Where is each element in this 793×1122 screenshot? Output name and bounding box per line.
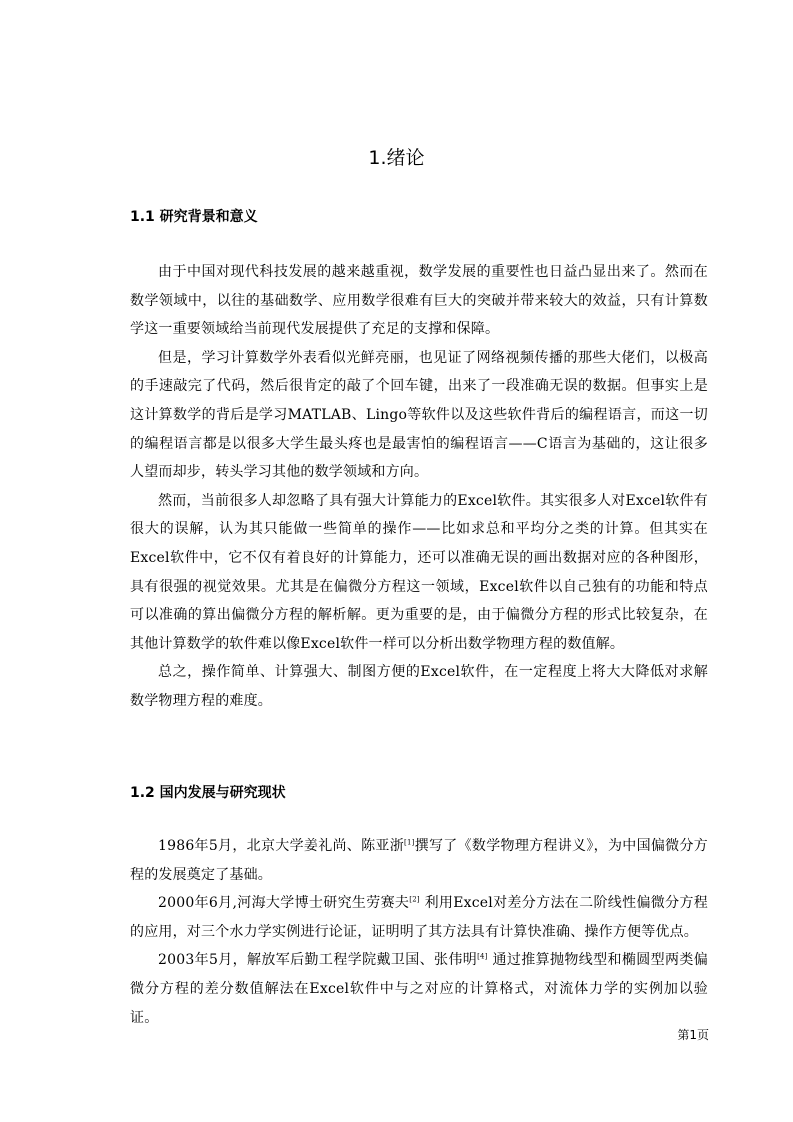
- paragraph: 由于中国对现代科技发展的越来越重视，数学发展的重要性也日益凸显出来了。然而在数学领域中，以往的基础数学、应用数学很难有巨大的突破并带来较大的效益，只有计算数学这一重要领域给当前现代发展提供了充足的支撑和保障。: [130, 264, 708, 338]
- section-heading-1-2: 1.2 国内发展与研究现状: [130, 785, 286, 801]
- paragraph: [130, 889, 708, 946]
- paragraph-text: 2003年5月，解放军后勤工程学院戴卫国、张伟明: [158, 952, 478, 969]
- paragraph-text: 利用Excel对差分方法在二阶线性偏微分方程的应用，对三个水力学实例进行论证，证明明了其方法具有计算快准确、操作方便等优点。: [130, 895, 708, 940]
- paragraph: [130, 832, 708, 889]
- paragraph: 然而，当前很多人却忽略了具有强大计算能力的Excel软件。其实很多人对Excel软件有很大的误解，认为其只能做一些简单的操作——比如求总和平均分之类的计算。但其实在Excel软件中，它不仅有着良好的计算能力，还可以准确无误的画出数据对应的各种图形，具有很强的视觉效果。尤其是在偏微分方程这一领域，Excel软件以自己独有的功能和特点可以准确的算出偏微分方程的解析解。更为重要的是，由于偏微分方程的形式比较复杂，在其他计算数学的软件难以像Excel软件一样可以分析出数学物理方程的数值解。: [130, 492, 708, 652]
- citation-ref[interactable]: [4]: [477, 952, 488, 961]
- page-number: 第1页: [677, 1028, 709, 1042]
- citation-ref[interactable]: [1]: [404, 838, 415, 847]
- paragraph: [130, 946, 708, 1032]
- paragraph-text: 1986年5月，北京大学姜礼尚、陈亚浙: [158, 838, 405, 854]
- paragraph-text: 2000年6月,河海大学博士研究生劳赛夫: [158, 895, 410, 912]
- paragraph: 但是，学习计算数学外表看似光鲜亮丽，也见证了网络视频传播的那些大佬们，以极高的手速敲完了代码，然后很肯定的敲了个回车键，出来了一段准确无误的数据。但事实上是这计算数学的背后是学习MATLAB、Lingo等软件以及这些软件背后的编程语言，而这一切的编程语言都是以很多大学生最头疼也是最害怕的编程语言——C语言为基础的，这让很多人望而却步，转头学习其他的数学领域和方向。: [130, 349, 708, 481]
- section-heading-1-1: 1.1 研究背景和意义: [130, 209, 258, 225]
- paragraph: 总之，操作简单、计算强大、制图方便的Excel软件，在一定程度上将大大降低对求解数学物理方程的难度。: [130, 664, 708, 709]
- paragraph-text: 撰写了《数学物理方程讲义》，为中国偏微分方程的发展奠定了基础。: [130, 838, 708, 883]
- section-1-1-body: [130, 258, 708, 716]
- chapter-title: 1.绪论: [368, 147, 425, 169]
- section-1-2-body: [130, 832, 708, 1032]
- paragraph-text: 通过推算抛物线型和椭圆型两类偏微分方程的差分数值解法在Excel软件中与之对应的计算格式，对流体力学的实例加以验证。: [130, 952, 708, 1026]
- citation-ref[interactable]: [2]: [409, 895, 420, 904]
